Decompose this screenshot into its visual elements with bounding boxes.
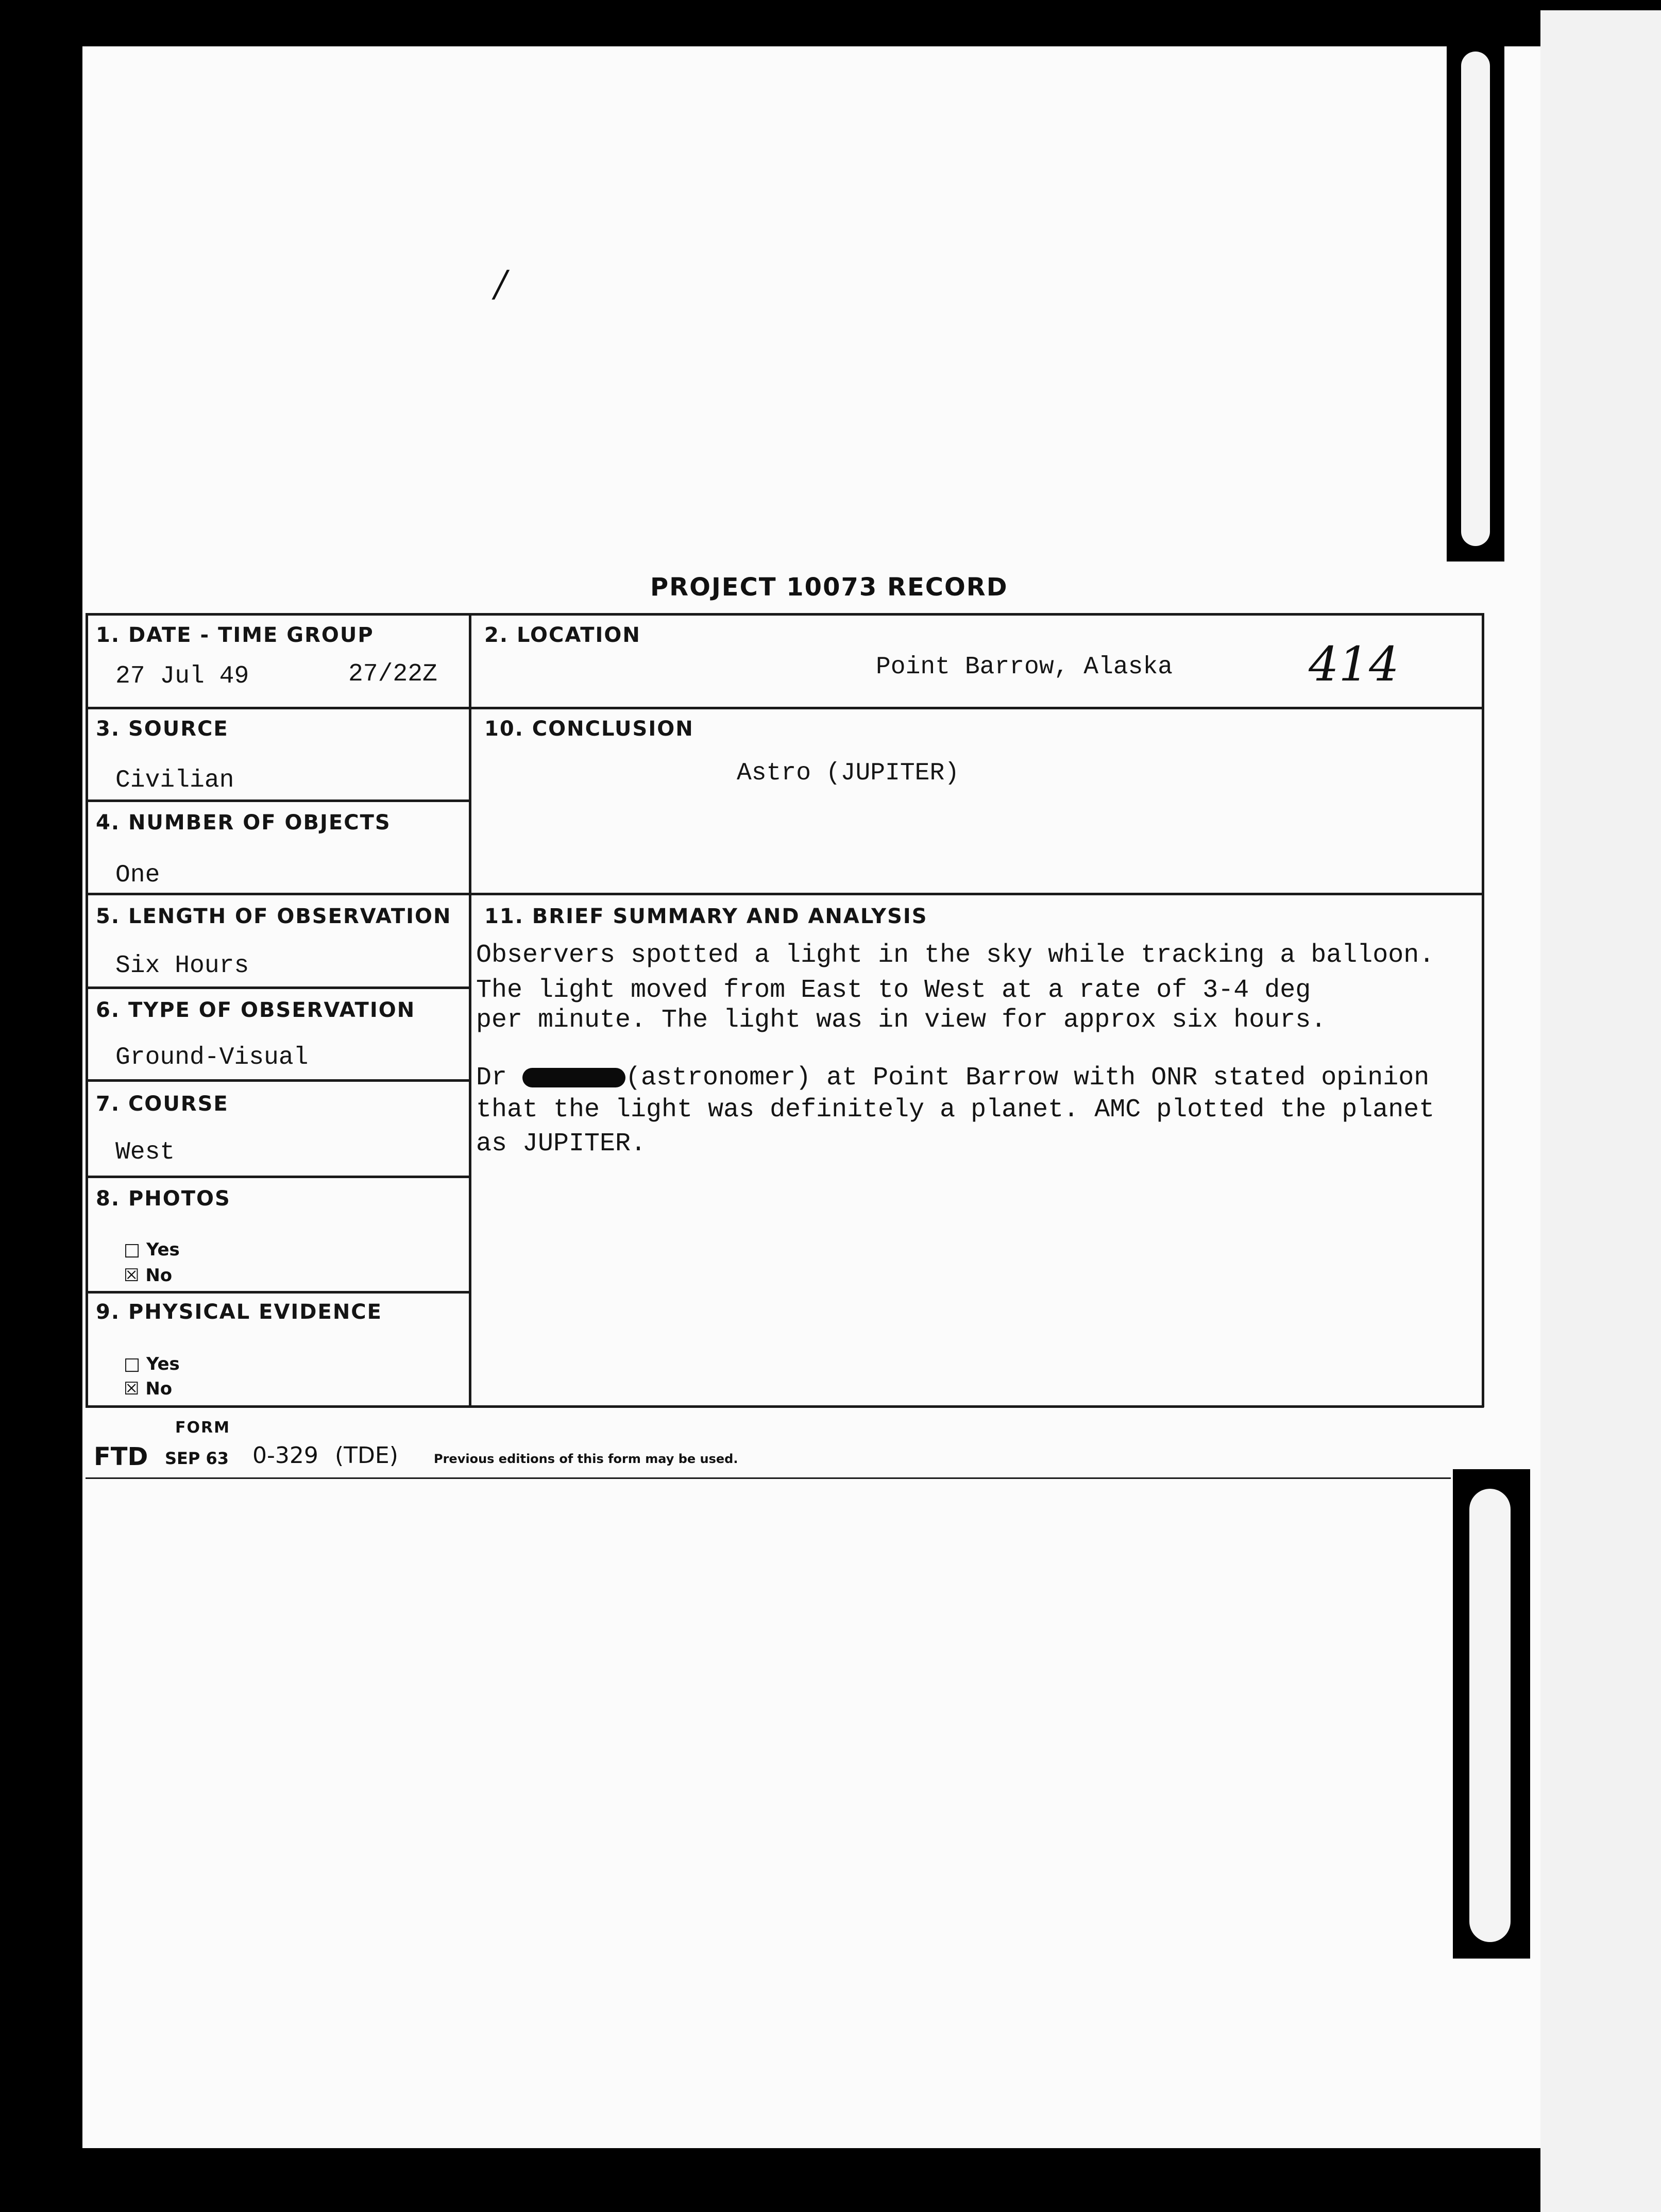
date-time-label: 1. DATE - TIME GROUP [96, 623, 374, 647]
form-right-border [1482, 613, 1484, 1407]
conclusion-value: Astro (JUPITER) [737, 759, 960, 787]
number-of-objects-value: One [115, 861, 160, 889]
film-bar-bottom-inner [1469, 1489, 1511, 1942]
photos-yes-label: Yes [146, 1239, 180, 1260]
summary-line-4-prefix: Dr [476, 1063, 507, 1093]
type-of-observation-label: 6. TYPE OF OBSERVATION [96, 998, 416, 1022]
row-divider-left-length [86, 986, 470, 989]
physical-evidence-label: 9. PHYSICAL EVIDENCE [96, 1300, 382, 1324]
summary-line-3: per minute. The light was in view for approx six hours. [476, 1006, 1327, 1035]
row-divider-left-source [86, 799, 470, 802]
redaction-mark [522, 1068, 625, 1087]
checkbox-marked-icon: ☒ [124, 1265, 140, 1286]
summary-line-4 [476, 1063, 1429, 1093]
form-bottom-border [86, 1405, 1484, 1408]
conclusion-label: 10. CONCLUSION [484, 717, 694, 741]
footer-note: Previous editions of this form may be used. [434, 1452, 738, 1466]
checkbox-marked-icon: ☒ [124, 1379, 140, 1399]
film-bar-top-inner [1461, 52, 1490, 546]
course-label: 7. COURSE [96, 1092, 229, 1116]
summary-line-6: as JUPITER. [476, 1129, 647, 1159]
summary-label: 11. BRIEF SUMMARY AND ANALYSIS [484, 905, 928, 928]
row-divider-1 [86, 707, 1484, 709]
length-of-observation-value: Six Hours [115, 952, 249, 980]
checkbox-empty-icon: □ [124, 1354, 141, 1374]
physical-evidence-yes-label: Yes [146, 1354, 180, 1374]
time-value: 27/22Z [348, 660, 437, 688]
location-label: 2. LOCATION [484, 623, 641, 647]
footer-form-number: 0-329 [252, 1442, 318, 1469]
number-of-objects-label: 4. NUMBER OF OBJECTS [96, 811, 391, 835]
row-divider-2 [86, 893, 1484, 895]
photos-label: 8. PHOTOS [96, 1187, 231, 1211]
footer-ftd: FTD [94, 1442, 148, 1471]
form-title: PROJECT 10073 RECORD [650, 573, 1008, 602]
summary-line-5: that the light was definitely a planet. AMC plotted the planet [476, 1095, 1435, 1125]
summary-line-2: The light moved from East to West at a rate of 3-4 deg [476, 976, 1311, 1005]
footer-date: SEP 63 [165, 1449, 229, 1468]
source-label: 3. SOURCE [96, 717, 229, 741]
type-of-observation-value: Ground-Visual [115, 1044, 309, 1071]
form-center-divider [469, 613, 471, 1407]
form-top-border [86, 613, 1484, 616]
physical-evidence-no-option [124, 1379, 172, 1399]
date-value: 27 Jul 49 [115, 662, 249, 690]
row-divider-left-course [86, 1176, 470, 1178]
footer-org: (TDE) [335, 1442, 398, 1469]
film-edge [1540, 10, 1661, 2212]
course-value: West [115, 1138, 175, 1166]
file-number: 414 [1309, 637, 1399, 692]
photos-yes-option [124, 1239, 180, 1260]
footer-rule [86, 1477, 1451, 1479]
photos-no-label: No [145, 1265, 173, 1286]
checkbox-empty-icon: □ [124, 1239, 141, 1260]
stray-mark: / [495, 263, 507, 305]
photos-no-option [124, 1265, 172, 1286]
location-value: Point Barrow, Alaska [876, 653, 1173, 681]
length-of-observation-label: 5. LENGTH OF OBSERVATION [96, 905, 452, 928]
footer-form-label: FORM [175, 1419, 230, 1437]
row-divider-left-type [86, 1079, 470, 1082]
summary-line-1: Observers spotted a light in the sky while tracking a balloon. [476, 941, 1435, 970]
row-divider-left-photos [86, 1291, 470, 1294]
physical-evidence-no-label: No [145, 1379, 173, 1399]
summary-line-4-rest: (astronomer) at Point Barrow with ONR stated opinion [625, 1063, 1430, 1093]
source-value: Civilian [115, 767, 234, 794]
physical-evidence-yes-option [124, 1354, 180, 1374]
form-left-border [86, 613, 88, 1407]
